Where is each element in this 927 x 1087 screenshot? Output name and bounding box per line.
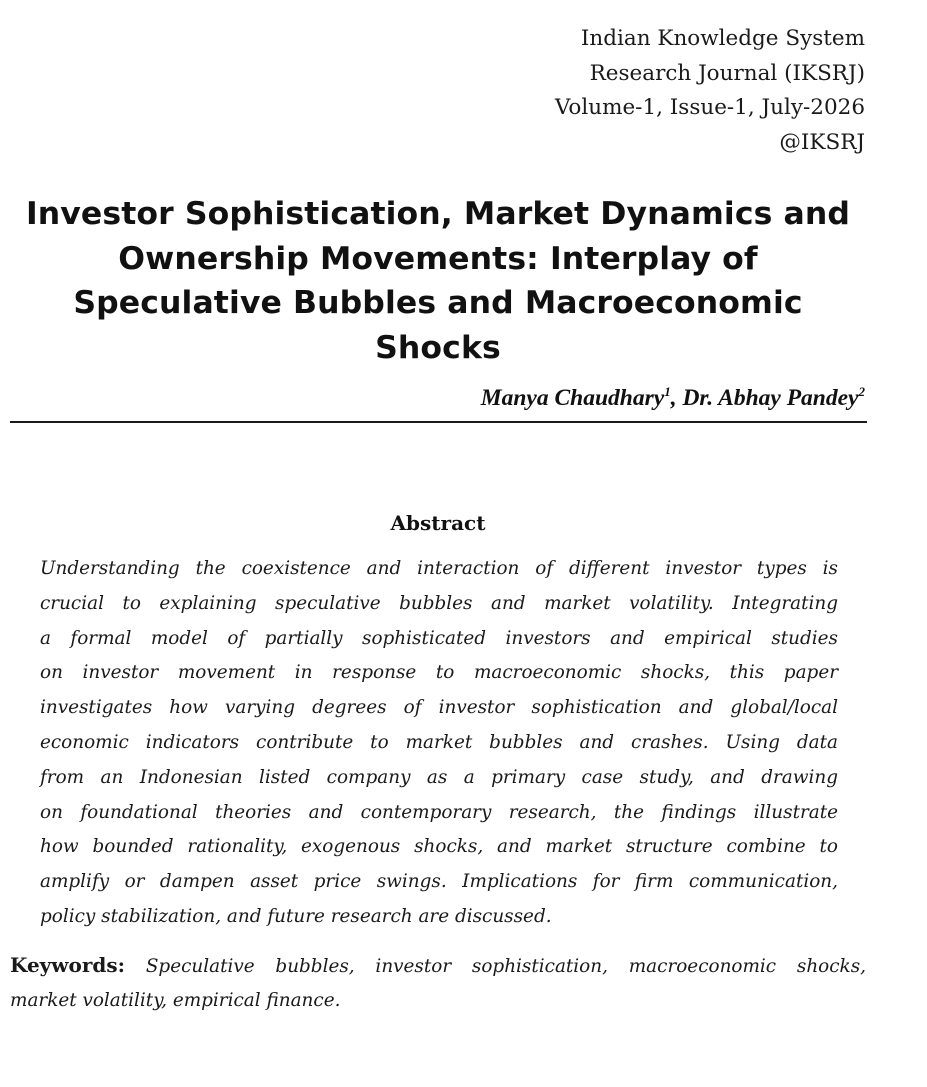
title-line-4: Shocks — [375, 329, 501, 366]
keywords-line-2: market volatility, empirical finance. — [10, 990, 341, 1011]
abstract-line: economic indicators contribute to market bubbles and crashes. Using data — [40, 731, 838, 753]
abstract-line: on investor movement in response to macroeconomic shocks, this paper — [40, 662, 838, 684]
abstract-line: investigates how varying degrees of investor sophistication and global/local — [40, 697, 838, 719]
title-line-1: Investor Sophistication, Market Dynamics and — [25, 196, 851, 232]
author-separator: , — [670, 385, 683, 411]
header-divider — [10, 421, 867, 423]
abstract-heading: Abstract — [390, 511, 486, 535]
keywords-section — [10, 948, 866, 1018]
title-line-2: Ownership Movements: Interplay of — [118, 240, 758, 277]
author-list — [481, 382, 865, 414]
keywords-text: Speculative bubbles, investor sophistication, macroeconomic shocks, — [145, 956, 866, 977]
abstract-line: a formal model of partially sophisticated investors and empirical studies — [40, 627, 838, 649]
author-affiliation-marker: 1 — [664, 384, 671, 400]
abstract-line: policy stabilization, and future research are discussed. — [40, 905, 552, 927]
abstract-line: Understanding the coexistence and interaction of different investor types is — [40, 558, 838, 579]
keywords-line-1 — [10, 948, 866, 984]
title-line-3: Speculative Bubbles and Macroeconomic — [73, 285, 803, 321]
journal-name-line-1: Indian Knowledge System — [580, 26, 865, 51]
abstract-line: how bounded rationality, exogenous shocks, and market structure combine to — [40, 836, 838, 858]
abstract-line: crucial to explaining speculative bubbles and market volatility. Integrating — [40, 592, 838, 614]
journal-volume-issue: Volume-1, Issue-1, July-2026 — [554, 95, 865, 120]
keywords-label: Keywords: — [10, 953, 126, 977]
author-affiliation-marker: 2 — [858, 384, 865, 400]
paper-title — [8, 192, 868, 370]
abstract-body — [40, 552, 838, 935]
author-name: Manya Chaudhary — [480, 385, 665, 411]
abstract-line: amplify or dampen asset price swings. Implications for firm communication, — [40, 871, 838, 893]
abstract-line: from an Indonesian listed company as a primary case study, and drawing — [40, 766, 838, 788]
journal-name-line-2: Research Journal (IKSRJ) — [589, 60, 865, 86]
journal-handle: @IKSRJ — [779, 129, 865, 155]
journal-info — [555, 22, 865, 160]
author-name: Dr. Abhay Pandey — [682, 385, 859, 411]
abstract-line: on foundational theories and contemporary research, the findings illustrate — [40, 801, 838, 823]
